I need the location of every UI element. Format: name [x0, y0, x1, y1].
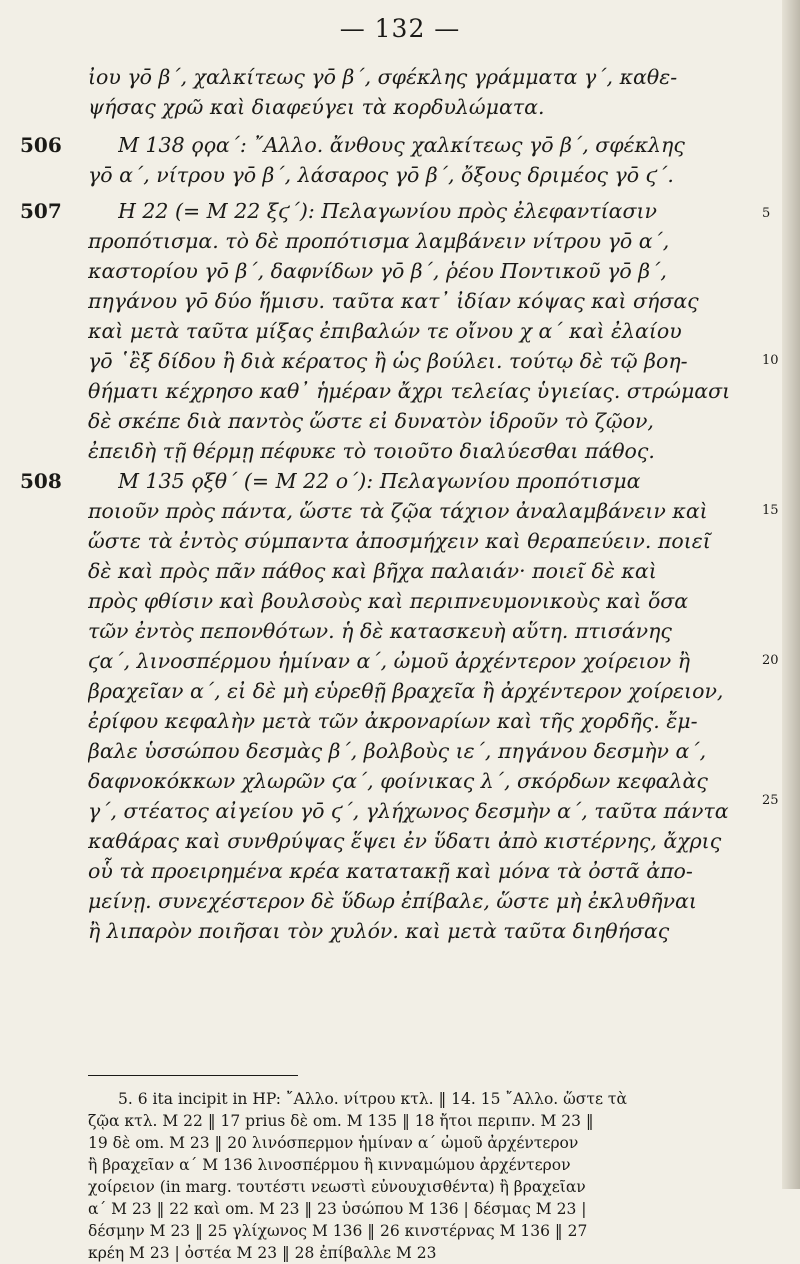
page-number: — 132 —	[339, 14, 461, 43]
text-line: Η 22 (= Μ 22 ξϛ΄): Πελαγωνίου πρὸς ἐλεφαντίασιν	[118, 199, 657, 223]
line-number: 10	[762, 353, 779, 368]
text-line: ἐρίφου κεφαλὴν μετὰ τῶν ἀκρονaρίων καὶ τῆς χορδῆς. ἔμ-	[88, 709, 698, 733]
text-line: Μ 138 ϙϙα΄: ῎Αλλο. ἄνθους χαλκίτεως γο̄ β΄, σφέκλης	[118, 133, 685, 157]
text-line: γο̄ ῾ἒξ δίδου ἢ διὰ κέρατος ἢ ὡς βούλει. τούτῳ δὲ τῷ βοη-	[88, 349, 688, 373]
line-number: 25	[762, 793, 779, 808]
text-line: οὗ τὰ προειρημένα κρέα κατατακῇ καὶ μόνα τὰ ὀστᾶ ἀπο-	[88, 859, 693, 883]
apparatus-line: α΄ M 23 ‖ 22 καὶ om. M 23 ‖ 23 ὑσώπου M 136 | δέσμας M 23 |	[88, 1200, 587, 1218]
text-line: βραχεῖαν α΄, εἰ δὲ μὴ εὑρεθῇ βραχεῖα ἢ ἀρχέντερον χοίρειον,	[88, 679, 724, 703]
text-line: ἢ λιπαρὸν ποιῆσαι τὸν χυλόν. καὶ μετὰ ταῦτα διηθήσας	[88, 919, 670, 943]
line-number: 20	[762, 653, 779, 668]
apparatus-line: κρέη M 23 | ὀστέα M 23 ‖ 28 ἐπίβαλλε M 23	[88, 1244, 437, 1262]
apparatus-line: δέσμην M 23 ‖ 25 γλίχωνος M 136 ‖ 26 κινστέρνας M 136 ‖ 27	[88, 1222, 588, 1240]
line-number: 15	[762, 503, 779, 518]
text-line: ὥστε τὰ ἐντὸς σύμπαντα ἀποσμήχειν καὶ θεραπεύειν. ποιεῖ	[88, 529, 711, 553]
text-line: ποιοῦν πρὸς πάντα, ὥστε τὰ ζῷα τάχιον ἀναλαμβάνειν καὶ	[88, 499, 708, 523]
entry-number: 506	[20, 133, 62, 157]
text-line: δαφνοκόκκων χλωρῶν ϛα΄, φοίνικας λ΄, σκόρδων κεφαλὰς	[88, 769, 708, 793]
entry-number: 508	[20, 469, 62, 493]
text-line: γ΄, στέατος αἰγείου γο̄ ϛ΄, γλήχωνος δεσμὴν α΄, ταῦτα πάντα	[88, 799, 729, 823]
text-line: Μ 135 ϙξθ΄ (= Μ 22 ο΄): Πελαγωνίου προπότισμα	[118, 469, 641, 493]
apparatus-line: 5. 6 ita incipit in HP: ῎Αλλο. νίτρου κτλ. ‖ 14. 15 ῎Αλλο. ὥστε τὰ	[118, 1090, 627, 1108]
text-line: καὶ μετὰ ταῦτα μίξας ἐπιβαλών τε οἴνου χ α΄ καὶ ἐλαίου	[88, 319, 682, 343]
text-line: ἐπειδὴ τῇ θέρμῃ πέφυκε τὸ τοιοῦτο διαλύεσθαι πάθος.	[88, 439, 655, 463]
text-line: τῶν ἐντὸς πεπονθότων. ἡ δὲ κατασκευὴ αὕτη. πτισάνης	[88, 619, 672, 643]
text-line: δὲ σκέπε διὰ παντὸς ὥστε εἰ δυνατὸν ἱδροῦν τὸ ζῷον,	[88, 409, 654, 433]
apparatus-line: ἢ βραχεῖαν α΄ M 136 λινοσπέρμου ἢ κινναμώμου ἀρχέντερον	[88, 1156, 571, 1174]
text-line: πηγάνου γο̄ δύο ἥμισυ. ταῦτα κατ᾽ ἰδίαν κόψας καὶ σήσας	[88, 289, 699, 313]
line-number: 5	[762, 206, 771, 221]
text-line: ψήσας χρῶ καὶ διαφεύγει τὰ κορδυλώματα.	[88, 95, 545, 119]
book-gutter-shadow	[782, 0, 800, 1189]
text-line: γο̄ α΄, νίτρου γο̄ β΄, λάσαρος γο̄ β΄, ὄξους δριμέος γο̄ ϛ΄.	[88, 163, 674, 187]
text-line: ἰου γο̄ β΄, χαλκίτεως γο̄ β΄, σφέκλης γράμματα γ΄, καθε-	[88, 65, 678, 89]
apparatus-line: 19 δὲ om. M 23 ‖ 20 λινόσπερμον ἡμίναν α΄ ὠμοῦ ἀρχέντερον	[88, 1134, 579, 1152]
text-line: καθάρας καὶ συνθρύψας ἕψει ἐν ὕδατι ἀπὸ κιστέρνης, ἄχρις	[88, 829, 722, 853]
text-line: προπότισμα. τὸ δὲ προπότισμα λαμβάνειν νίτρου γο̄ α΄,	[88, 229, 670, 253]
text-line: θήματι κέχρησο καθ᾽ ἡμέραν ἄχρι τελείας ὑγιείας. στρώμασι	[88, 379, 731, 403]
text-line: μείνῃ. συνεχέστερον δὲ ὕδωρ ἐπίβαλε, ὥστε μὴ ἐκλυθῆναι	[88, 889, 697, 913]
text-line: ϛα΄, λινοσπέρμου ἡμίναν α΄, ὠμοῦ ἀρχέντερον χοίρειον ἢ	[88, 649, 691, 673]
apparatus-line: ζῷα κτλ. M 22 ‖ 17 prius δὲ om. M 135 ‖ 18 ἤτοι περιπν. M 23 ‖	[88, 1112, 594, 1130]
text-line: δὲ καὶ πρὸς πᾶν πάθος καὶ βῆχα παλαιάν· ποιεῖ δὲ καὶ	[88, 559, 657, 583]
entry-number: 507	[20, 199, 62, 223]
text-line: βαλε ὑσσώπου δεσμὰς β΄, βολβοὺς ιε΄, πηγάνου δεσμὴν α΄,	[88, 739, 707, 763]
apparatus-line: χοίρειον (in marg. τουτέστι νεωστὶ εὐνουχισθέντα) ἢ βραχεῖαν	[88, 1178, 586, 1196]
text-line: πρὸς φθίσιν καὶ βουλσοὺς καὶ περιπνευμονικοὺς καὶ ὅσα	[88, 589, 689, 613]
footnote-divider	[88, 1075, 298, 1076]
text-line: καστορίου γο̄ β΄, δαφνίδων γο̄ β΄, ῥέου Ποντικοῦ γο̄ β΄,	[88, 259, 667, 283]
